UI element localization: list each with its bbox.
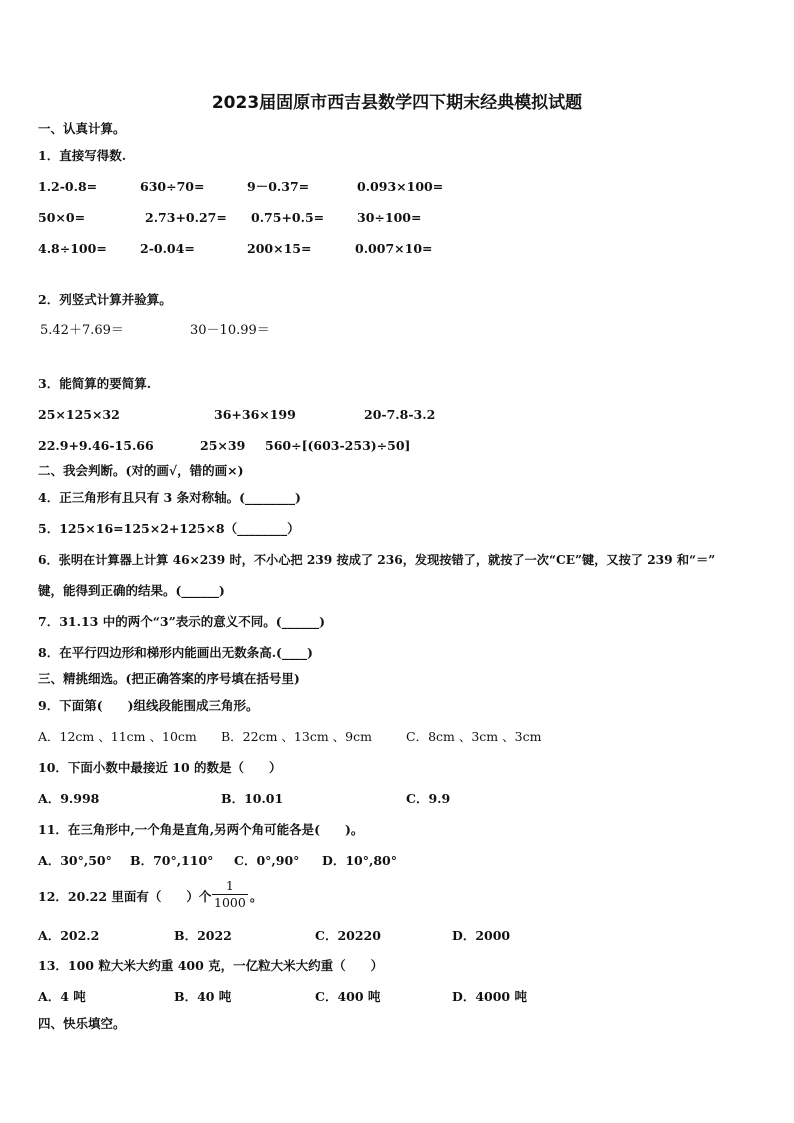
option-c: C．8cm 、3cm 、3cm [406,729,542,744]
question-1-label: 1．直接写得数. [38,148,127,163]
option-a: A．202.2 [38,928,100,943]
fraction [212,878,248,911]
question-6-line-1: 6．张明在计算器上计算 46×239 时，不小心把 239 按成了 236，发现按错了，就按了一次“CE”键，又按了 239 和“＝” [38,553,716,567]
simplify-item: 20-7.8-3.2 [364,407,436,422]
section-4-heading: 四、快乐填空。 [38,1016,126,1031]
calc-item: 2.73+0.27= [145,210,227,225]
calc-item: 200×15= [247,241,312,256]
question-5: 5．125×16=125×2+125×8（________） [38,521,300,536]
question-13-stem: 13．100 粒大米大约重 400 克，一亿粒大米大约重（ ） [38,958,384,973]
option-d: D．2000 [452,928,511,943]
option-a: A．9.998 [38,791,100,806]
calc-item: 2-0.04= [140,241,195,256]
section-1-heading: 一、认真计算。 [38,121,126,136]
option-c: C．20220 [315,928,381,943]
calc-item: 630÷70= [140,179,205,194]
question-7: 7．31.13 中的两个“3”表示的意义不同。(______) [38,614,326,629]
simplify-item: 560÷[(603-253)÷50] [265,438,411,453]
option-b: B．2022 [174,928,232,943]
simplify-item: 22.9+9.46-15.66 [38,438,154,453]
question-2-label: 2．列竖式计算并验算。 [38,292,172,307]
calc-item: 9－0.37= [247,179,310,194]
option-a: A．4 吨 [38,989,86,1004]
page-title: 2023届固原市西吉县数学四下期末经典模拟试题 [211,93,583,113]
question-11-stem: 11．在三角形中,一个角是直角,另两个角可能各是( )。 [38,822,364,837]
fraction-denominator: 1000 [214,895,246,910]
question-6-line-2: 键，能得到正确的结果。(______) [38,583,225,598]
vertical-calc-item: 5.42＋7.69＝ [40,323,124,338]
option-c: C．9.9 [406,791,451,806]
simplify-item: 25×39 [200,438,246,453]
question-4: 4．正三角形有且只有 3 条对称轴。(________) [38,490,301,505]
simplify-item: 25×125×32 [38,407,120,422]
option-b: B．22cm 、13cm 、9cm [221,729,372,744]
calc-item: 50×0= [38,210,86,225]
section-3-heading: 三、精挑细选。(把正确答案的序号填在括号里) [38,671,300,686]
option-c: C．0°,90° [234,853,300,868]
calc-item: 0.093×100= [357,179,444,194]
option-b: B．70°,110° [130,853,214,868]
option-b: B．10.01 [221,791,284,806]
vertical-calc-item: 30－10.99＝ [190,323,270,338]
question-3-label: 3．能简算的要简算. [38,376,152,391]
calc-item: 30÷100= [357,210,422,225]
calc-item: 1.2-0.8= [38,179,98,194]
question-12-stem-end: 。 [250,889,263,904]
option-d: D．4000 吨 [452,989,527,1004]
option-d: D．10°,80° [322,853,397,868]
question-10-stem: 10．下面小数中最接近 10 的数是（ ） [38,760,282,775]
calc-item: 0.75+0.5= [251,210,325,225]
fraction-numerator: 1 [212,878,248,895]
question-9-stem: 9．下面第( )组线段能围成三角形。 [38,698,259,713]
calc-item: 4.8÷100= [38,241,107,256]
option-a: A．12cm 、11cm 、10cm [38,729,197,744]
calc-item: 0.007×10= [355,241,433,256]
section-2-heading: 二、我会判断。(对的画√，错的画×) [38,463,244,478]
option-a: A．30°,50° [38,853,112,868]
question-12-stem: 12．20.22 里面有（ ）个 [38,889,212,904]
option-c: C．400 吨 [315,989,381,1004]
option-b: B．40 吨 [174,989,232,1004]
simplify-item: 36+36×199 [214,407,296,422]
question-8: 8．在平行四边形和梯形内能画出无数条高.(____) [38,645,313,660]
